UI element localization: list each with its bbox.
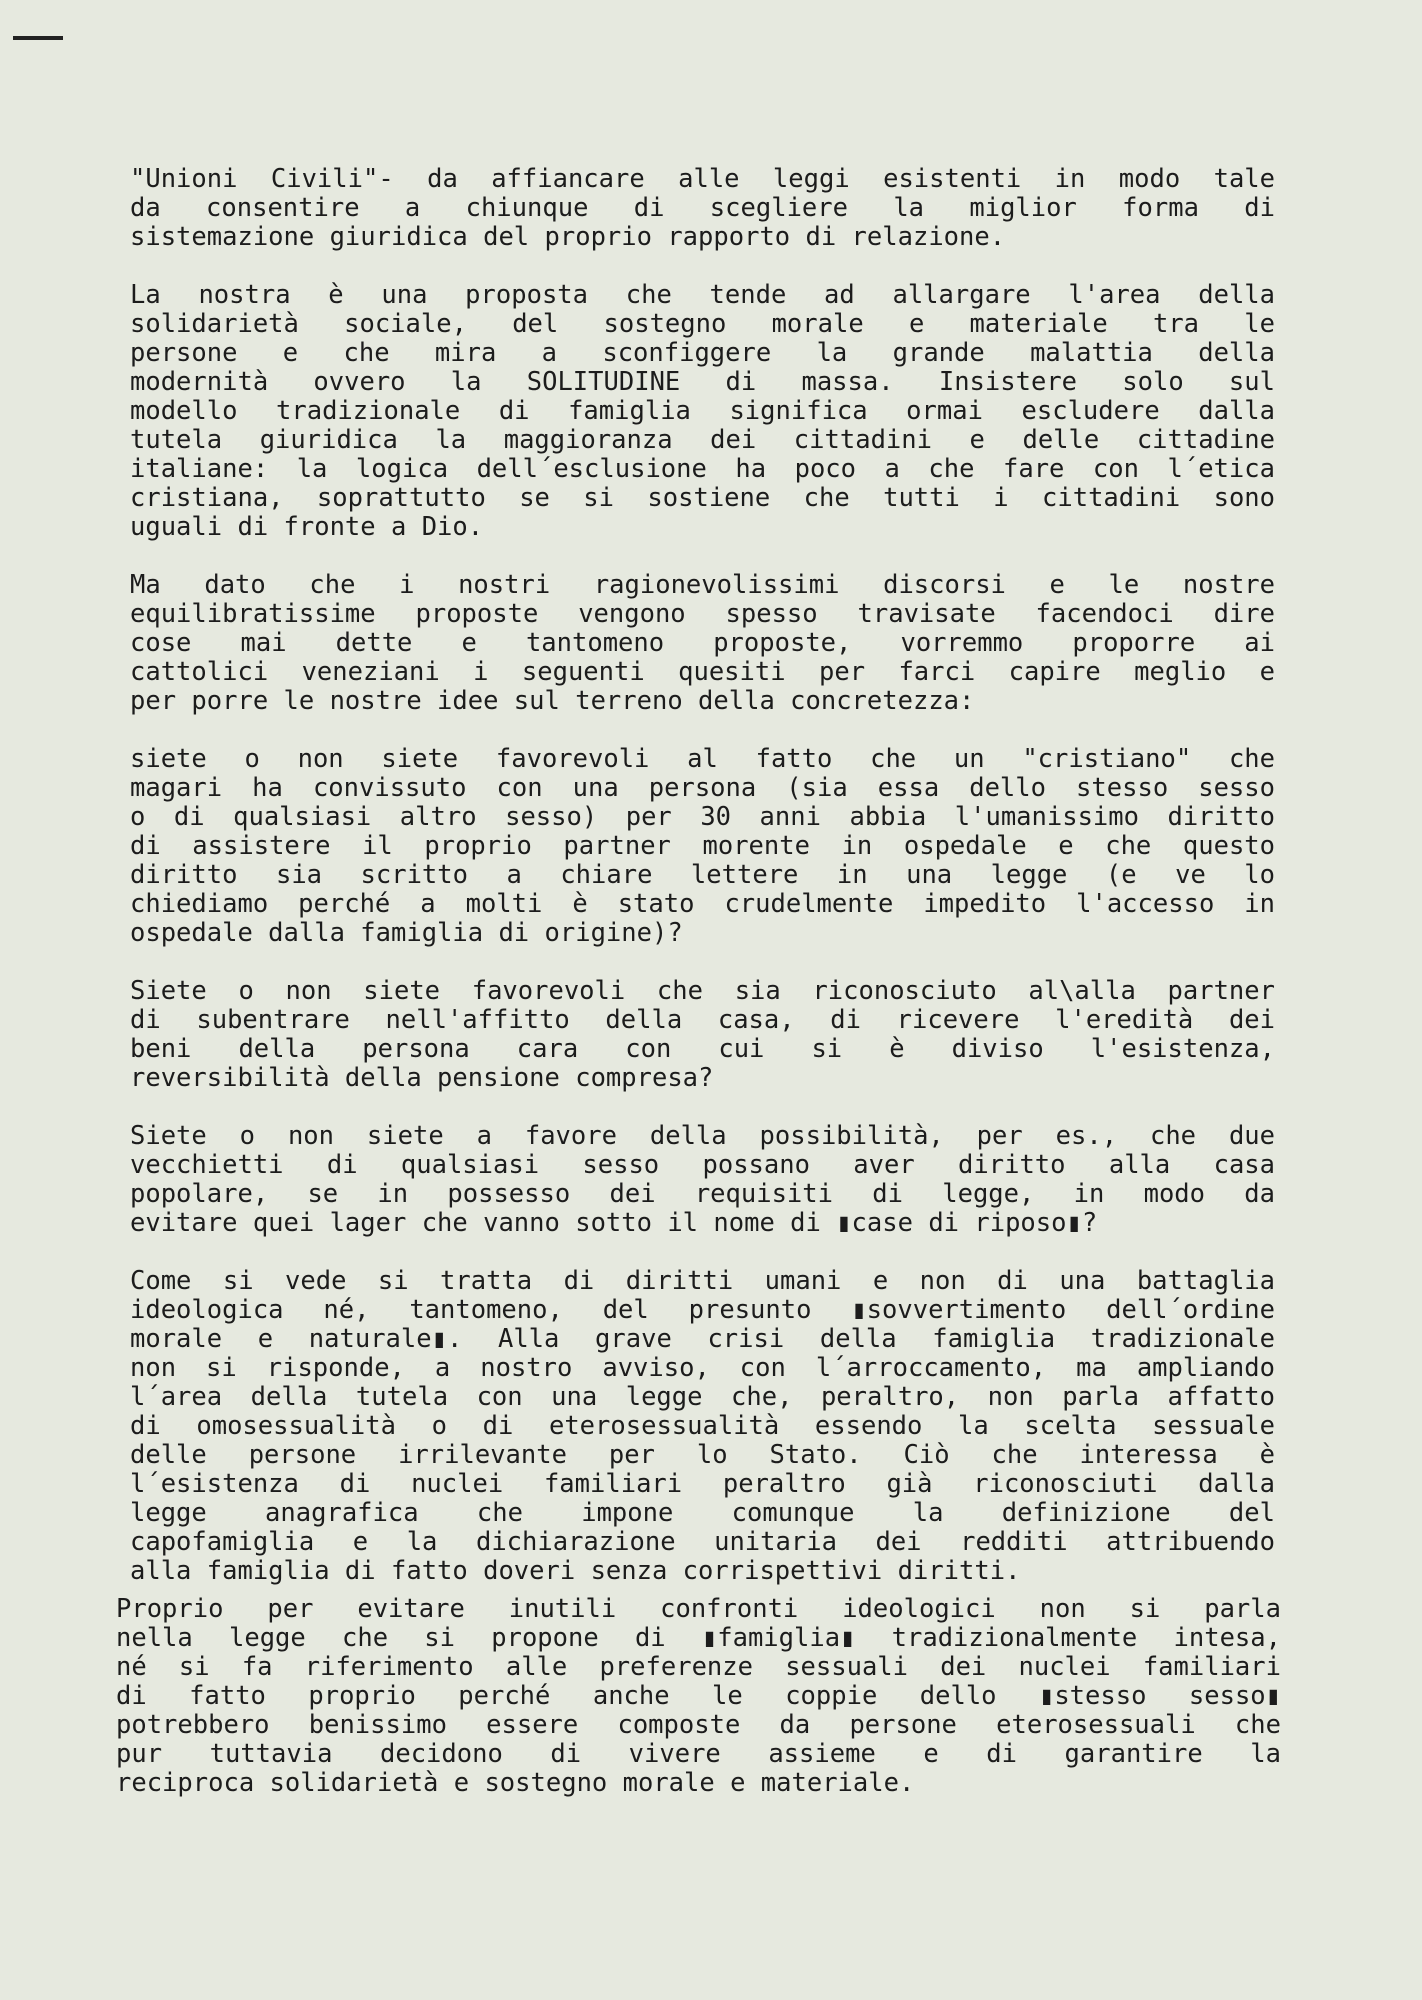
text-line: chiediamo perché a molti è stato crudelmente impedito l'accesso in xyxy=(130,889,1275,919)
text-line: diritto sia scritto a chiare lettere in una legge (e ve lo xyxy=(130,860,1275,890)
paragraph-6 xyxy=(130,1122,1275,1238)
text-line: modello tradizionale di famiglia significa ormai escludere dalla xyxy=(130,396,1275,426)
text-line: reversibilità della pensione compresa? xyxy=(130,1063,714,1093)
paragraph-7 xyxy=(130,1267,1275,1586)
document-body-lower xyxy=(116,1595,1281,1827)
text-line: siete o non siete favorevoli al fatto che un "cristiano" che xyxy=(130,744,1275,774)
text-line: Ma dato che i nostri ragionevolissimi discorsi e le nostre xyxy=(130,570,1275,600)
text-line: l´area della tutela con una legge che, peraltro, non parla affatto xyxy=(130,1382,1275,1412)
text-line: legge anagrafica che impone comunque la definizione del xyxy=(130,1498,1275,1528)
text-line: delle persone irrilevante per lo Stato. Ciò che interessa è xyxy=(130,1440,1275,1470)
text-line: da consentire a chiunque di scegliere la miglior forma di xyxy=(130,193,1275,223)
text-line: di subentrare nell'affitto della casa, di ricevere l'eredità dei xyxy=(130,1005,1275,1035)
text-line: di assistere il proprio partner morente in ospedale e che questo xyxy=(130,831,1275,861)
text-line: cristiana, soprattutto se si sostiene che tutti i cittadini sono xyxy=(130,483,1275,513)
text-line: "Unioni Civili"- da affiancare alle leggi esistenti in modo tale xyxy=(130,164,1275,194)
text-line: Siete o non siete a favore della possibilità, per es., che due xyxy=(130,1121,1275,1151)
text-line: uguali di fronte a Dio. xyxy=(130,512,484,542)
text-line: reciproca solidarietà e sostegno morale e materiale. xyxy=(116,1768,915,1798)
text-line: solidarietà sociale, del sostegno morale e materiale tra le xyxy=(130,309,1275,339)
paragraph-1 xyxy=(130,165,1275,252)
paragraph-4 xyxy=(130,745,1275,948)
text-line: Proprio per evitare inutili confronti ideologici non si parla xyxy=(116,1594,1281,1624)
text-line: nella legge che si propone di ▮famiglia▮ tradizionalmente intesa, xyxy=(116,1623,1281,1653)
paragraph-5 xyxy=(130,977,1275,1093)
text-line: capofamiglia e la dichiarazione unitaria dei redditi attribuendo xyxy=(130,1527,1275,1557)
text-line: equilibratissime proposte vengono spesso travisate facendoci dire xyxy=(130,599,1275,629)
text-line: morale e naturale▮. Alla grave crisi della famiglia tradizionale xyxy=(130,1324,1275,1354)
text-line: popolare, se in possesso dei requisiti di legge, in modo da xyxy=(130,1179,1275,1209)
text-line: evitare quei lager che vanno sotto il nome di ▮case di riposo▮? xyxy=(130,1208,1098,1238)
text-line: di fatto proprio perché anche le coppie dello ▮stesso sesso▮ xyxy=(116,1681,1281,1711)
document-body xyxy=(130,165,1275,1615)
text-line: modernità ovvero la SOLITUDINE di massa. Insistere solo sul xyxy=(130,367,1275,397)
text-line: italiane: la logica dell´esclusione ha poco a che fare con l´etica xyxy=(130,454,1275,484)
text-line: cattolici veneziani i seguenti quesiti per farci capire meglio e xyxy=(130,657,1275,687)
text-line: Come si vede si tratta di diritti umani e non di una battaglia xyxy=(130,1266,1275,1296)
text-line: né si fa riferimento alle preferenze sessuali dei nuclei familiari xyxy=(116,1652,1281,1682)
text-line: di omosessualità o di eterosessualità essendo la scelta sessuale xyxy=(130,1411,1275,1441)
text-line: alla famiglia di fatto doveri senza corrispettivi diritti. xyxy=(130,1556,1021,1586)
text-line: La nostra è una proposta che tende ad allargare l'area della xyxy=(130,280,1275,310)
text-line: ospedale dalla famiglia di origine)? xyxy=(130,918,683,948)
text-line: non si risponde, a nostro avviso, con l´arroccamento, ma ampliando xyxy=(130,1353,1275,1383)
text-line: beni della persona cara con cui si è diviso l'esistenza, xyxy=(130,1034,1275,1064)
text-line: l´esistenza di nuclei familiari peraltro già riconosciuti dalla xyxy=(130,1469,1275,1499)
text-line: persone e che mira a sconfiggere la grande malattia della xyxy=(130,338,1275,368)
text-line: tutela giuridica la maggioranza dei cittadini e delle cittadine xyxy=(130,425,1275,455)
text-line: cose mai dette e tantomeno proposte, vorremmo proporre ai xyxy=(130,628,1275,658)
text-line: sistemazione giuridica del proprio rapporto di relazione. xyxy=(130,222,1006,252)
paragraph-2 xyxy=(130,281,1275,542)
text-line: ideologica né, tantomeno, del presunto ▮sovvertimento dell´ordine xyxy=(130,1295,1275,1325)
paragraph-8 xyxy=(116,1595,1281,1798)
text-line: Siete o non siete favorevoli che sia riconosciuto al\alla partner xyxy=(130,976,1275,1006)
text-line: vecchietti di qualsiasi sesso possano aver diritto alla casa xyxy=(130,1150,1275,1180)
text-line: pur tuttavia decidono di vivere assieme e di garantire la xyxy=(116,1739,1281,1769)
text-line: per porre le nostre idee sul terreno della concretezza: xyxy=(130,686,975,716)
corner-mark xyxy=(13,36,63,40)
text-line: o di qualsiasi altro sesso) per 30 anni abbia l'umanissimo diritto xyxy=(130,802,1275,832)
text-line: magari ha convissuto con una persona (sia essa dello stesso sesso xyxy=(130,773,1275,803)
text-line: potrebbero benissimo essere composte da persone eterosessuali che xyxy=(116,1710,1281,1740)
paragraph-3 xyxy=(130,571,1275,716)
